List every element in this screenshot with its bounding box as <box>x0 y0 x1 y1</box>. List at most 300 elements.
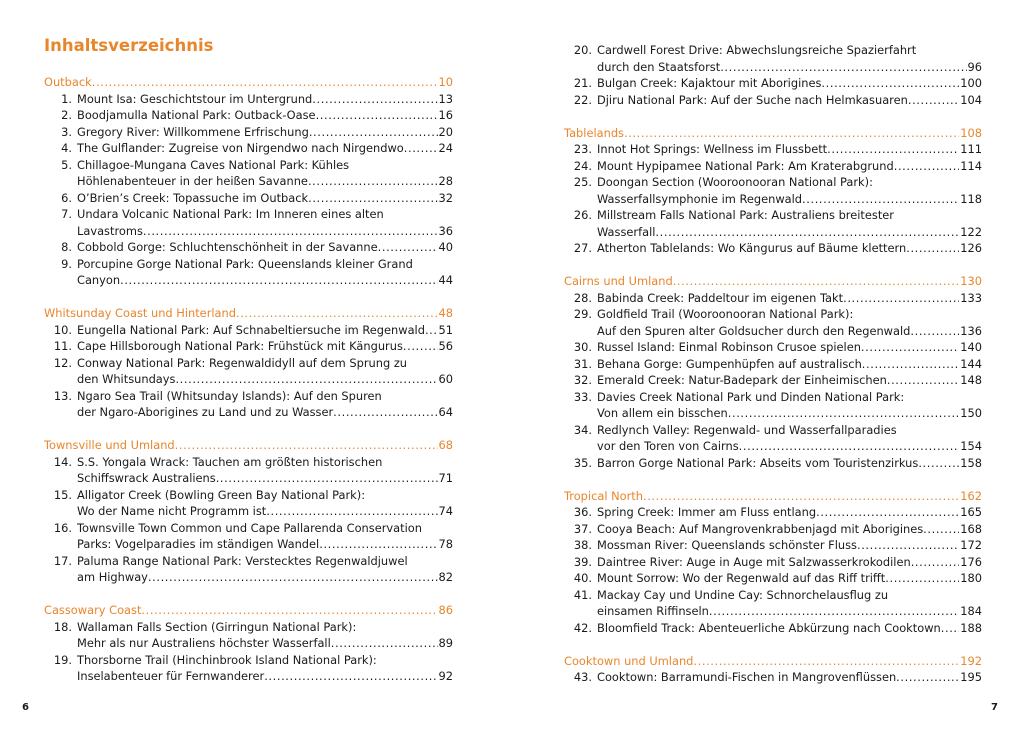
entry-line-text: vor den Toren von Cairns <box>597 439 739 453</box>
dot-leader <box>911 554 960 571</box>
dot-leader <box>816 504 959 521</box>
toc-entry <box>564 42 982 75</box>
toc-entry <box>564 92 982 109</box>
entry-line-text: Bloomfield Track: Abenteuerliche Abkürzung nach Cooktown <box>597 620 941 635</box>
entry-line-text: Auf den Spuren alter Goldsucher durch den Regenwald <box>597 323 911 338</box>
entry-line-text: Höhlenabenteuer in der heißen Savanne <box>77 174 308 188</box>
entry-line-page: 74 <box>438 504 453 518</box>
entry-line <box>597 603 982 620</box>
entry-number: 27. <box>573 241 592 255</box>
toc-entry <box>564 306 982 339</box>
dot-leader <box>906 240 959 257</box>
chapter-line-text: Cassowary Coast <box>44 603 142 617</box>
entry-line-page: 148 <box>960 373 982 387</box>
entry-line-page: 40 <box>438 240 453 254</box>
toc-entry <box>564 75 982 92</box>
entry-line-text: der Ngaro-Aborigines zu Land und zu Wasser <box>77 405 334 419</box>
chapter-line-text: Tropical North <box>564 488 643 503</box>
entry-line <box>77 157 453 174</box>
dot-leader <box>319 536 437 553</box>
entry-line-page: 158 <box>960 455 982 470</box>
entry-line <box>77 124 453 141</box>
entry-number: 8. <box>61 240 72 254</box>
dot-leader <box>333 404 437 421</box>
entry-number: 36. <box>573 505 592 519</box>
entry-line-text: Innot Hot Springs: Wellness im Flussbett <box>597 142 828 156</box>
entry-line <box>77 536 453 553</box>
toc-entry <box>564 521 982 538</box>
toc-entry <box>44 487 453 520</box>
entry-line-page: 13 <box>438 91 453 106</box>
dot-leader <box>655 224 959 241</box>
entry-number: 35. <box>573 455 592 470</box>
entry-line-page: 100 <box>960 76 982 90</box>
entry-line <box>597 669 982 686</box>
entry-line <box>77 239 453 256</box>
entry-line-page: 136 <box>960 323 982 338</box>
entry-number: 42. <box>573 620 592 635</box>
entry-line-page: 96 <box>967 59 982 74</box>
toc-entry <box>44 388 453 421</box>
entry-line-text: Djiru National Park: Auf der Suche nach Helmkasuaren <box>597 92 908 107</box>
entry-number: 24. <box>573 158 592 173</box>
chapter-line <box>44 305 453 322</box>
entry-line-page: 28 <box>438 174 453 188</box>
entry-number: 30. <box>573 340 592 354</box>
entry-number: 6. <box>61 190 72 205</box>
toc-section <box>44 437 453 586</box>
entry-number: 12. <box>53 355 72 370</box>
toc-entry <box>44 107 453 124</box>
entry-line-text: Chillagoe-Mungana Caves National Park: Kühles <box>77 157 350 172</box>
entry-line <box>77 355 453 372</box>
entry-line-page: 126 <box>960 241 982 255</box>
entry-number: 32. <box>573 373 592 387</box>
entry-line-text: Cardwell Forest Drive: Abwechslungsreiche Spazierfahrt <box>597 43 917 57</box>
entry-line-page: 111 <box>960 142 982 156</box>
toc-entry <box>564 537 982 554</box>
entry-line-text: S.S. Yongala Wrack: Tauchen am größten historischen <box>77 454 383 469</box>
entry-line-text: Mount Isa: Geschichtstour im Untergrund <box>77 91 313 106</box>
dot-leader <box>720 59 966 76</box>
toc-entry <box>564 389 982 422</box>
entry-line-text: Millstream Falls National Park: Australiens breitester <box>597 208 894 222</box>
entry-line-text: Wasserfall <box>597 224 656 239</box>
chapter-heading <box>564 488 982 505</box>
right-toc-column <box>564 42 982 702</box>
entry-line <box>597 339 982 356</box>
dot-leader <box>309 124 438 141</box>
entry-line <box>597 290 982 307</box>
chapter-heading <box>44 305 453 322</box>
chapter-line-text: Tablelands <box>564 125 624 140</box>
dot-leader <box>709 603 959 620</box>
left-toc-sections <box>44 74 453 685</box>
dot-leader <box>885 570 959 587</box>
dot-leader <box>308 173 438 190</box>
entry-line <box>597 224 982 241</box>
entry-line <box>77 190 453 207</box>
entry-line-page: 16 <box>438 108 453 122</box>
entry-number: 41. <box>573 587 592 602</box>
entry-line <box>597 92 982 109</box>
entry-line-text: Inselabenteuer für Fernwanderer <box>77 669 265 683</box>
chapter-line-page: 130 <box>960 274 982 288</box>
dot-leader <box>910 323 959 340</box>
entry-line <box>597 372 982 389</box>
entry-line <box>77 635 453 652</box>
chapter-heading <box>564 653 982 670</box>
toc-entry <box>564 339 982 356</box>
entry-number: 31. <box>573 356 592 371</box>
entry-number: 3. <box>61 124 72 139</box>
toc-entry <box>564 207 982 240</box>
toc-entry <box>564 669 982 686</box>
entry-line <box>77 503 453 520</box>
entry-line <box>597 554 982 571</box>
dot-leader <box>923 521 959 538</box>
entry-line-text: Mount Sorrow: Wo der Regenwald auf das Riff trifft <box>597 571 886 585</box>
entry-line-text: Atherton Tablelands: Wo Kängurus auf Bäume klettern <box>597 241 907 255</box>
toc-entry <box>44 520 453 553</box>
toc-section <box>564 125 982 257</box>
entry-line <box>77 371 453 388</box>
entry-line <box>77 272 453 289</box>
entry-number: 10. <box>53 322 72 337</box>
entry-line-page: 78 <box>438 537 453 551</box>
right-page <box>510 0 1020 732</box>
left-toc-column <box>44 34 453 701</box>
entry-line <box>597 620 982 637</box>
entry-line-text: Lavastroms <box>77 223 143 238</box>
toc-entry <box>44 338 453 355</box>
entry-line-text: Davies Creek National Park und Dinden National Park: <box>597 389 905 404</box>
dot-leader <box>728 405 960 422</box>
page-number-right: 7 <box>991 702 998 713</box>
chapter-line-page: 162 <box>960 488 982 503</box>
chapter-line <box>564 125 982 142</box>
entry-line-page: 104 <box>960 92 982 107</box>
entry-line-text: Mehr als nur Australiens höchster Wasserfall <box>77 636 331 650</box>
entry-line <box>597 521 982 538</box>
entry-line <box>597 207 982 224</box>
entry-line <box>77 322 453 339</box>
entry-number: 5. <box>61 157 72 172</box>
entry-line-page: 56 <box>438 339 453 353</box>
dot-leader <box>92 74 438 91</box>
toc-entry <box>564 455 982 472</box>
toc-entry <box>564 158 982 175</box>
entry-line-text: Conway National Park: Regenwaldidyll auf dem Sprung zu <box>77 355 408 370</box>
dot-leader <box>739 438 960 455</box>
entry-line-page: 180 <box>960 571 982 585</box>
entry-line-text: Behana Gorge: Gumpenhüpfen auf australisch <box>597 356 862 371</box>
toc-entry <box>44 91 453 108</box>
entry-line <box>77 454 453 471</box>
entry-line <box>77 553 453 570</box>
entry-number: 18. <box>53 619 72 634</box>
entry-line-text: Wasserfallsymphonie im Regenwald <box>597 191 803 206</box>
toc-entry <box>44 124 453 141</box>
entry-line-text: Townsville Town Common und Cape Pallarenda Conservation <box>77 520 422 535</box>
entry-line <box>597 240 982 257</box>
entry-line-text: Emerald Creek: Natur-Badepark der Einheimischen <box>597 373 887 387</box>
chapter-line-page: 48 <box>438 306 453 320</box>
chapter-line-page: 108 <box>960 125 982 140</box>
toc-entry <box>44 355 453 388</box>
entry-line <box>597 389 982 406</box>
entry-line <box>597 587 982 604</box>
chapter-line <box>564 273 982 290</box>
toc-section <box>44 74 453 289</box>
entry-number: 4. <box>61 141 72 155</box>
chapter-line-page: 10 <box>438 75 453 89</box>
entry-line-text: durch den Staatsforst <box>597 59 721 74</box>
dot-leader <box>143 223 438 240</box>
page-title: Inhaltsverzeichnis <box>44 36 214 55</box>
entry-number: 28. <box>573 290 592 305</box>
entry-line-page: 51 <box>438 322 453 337</box>
entry-line <box>597 75 982 92</box>
toc-entry <box>564 240 982 257</box>
toc-section-continued <box>564 42 982 108</box>
dot-leader <box>887 372 959 389</box>
entry-line <box>597 455 982 472</box>
chapter-heading <box>44 437 453 454</box>
entry-line-page: 82 <box>438 570 453 584</box>
dot-leader <box>148 569 438 586</box>
entry-number: 33. <box>573 389 592 404</box>
entry-number: 26. <box>573 208 592 222</box>
toc-entry <box>44 553 453 586</box>
dot-leader <box>331 635 438 652</box>
entry-line-page: 64 <box>438 405 453 419</box>
entry-number: 14. <box>53 454 72 469</box>
dot-leader <box>236 305 438 322</box>
entry-line <box>597 504 982 521</box>
entry-line-text: Parks: Vogelparadies im ständigen Wandel <box>77 537 320 551</box>
chapter-line-text: Cooktown und Umland <box>564 653 694 668</box>
toc-entry <box>564 356 982 373</box>
toc-entry <box>44 140 453 157</box>
entry-line-text: Wallaman Falls Section (Girringun National Park): <box>77 619 357 634</box>
chapter-line <box>564 653 982 670</box>
chapter-line-text: Whitsunday Coast und Hinterland <box>44 306 236 320</box>
chapter-line-page: 68 <box>438 438 453 452</box>
toc-entry <box>44 619 453 652</box>
entry-number: 43. <box>573 670 592 684</box>
entry-number: 17. <box>53 553 72 568</box>
entry-line-page: 172 <box>960 538 982 552</box>
toc-section <box>564 653 982 686</box>
dot-leader <box>141 602 437 619</box>
dot-leader <box>857 537 959 554</box>
entry-line-page: 122 <box>960 224 982 239</box>
entry-line-text: Cobbold Gorge: Schluchtenschönheit in der Savanne <box>77 240 378 254</box>
entry-number: 23. <box>573 142 592 156</box>
dot-leader <box>821 75 959 92</box>
entry-line <box>77 140 453 157</box>
entry-line <box>77 91 453 108</box>
entry-line-text: The Gulflander: Zugreise von Nirgendwo nach Nirgendwo <box>77 141 404 155</box>
entry-line-page: 71 <box>438 471 453 485</box>
entry-line <box>77 668 453 685</box>
entry-line-text: Undara Volcanic National Park: Im Inneren eines alten <box>77 207 384 221</box>
entry-number: 2. <box>61 108 72 122</box>
dot-leader <box>403 338 438 355</box>
entry-line <box>597 306 982 323</box>
entry-line-page: 195 <box>960 670 982 684</box>
toc-section <box>44 602 453 685</box>
entry-line-text: Alligator Creek (Bowling Green Bay National Park): <box>77 487 366 502</box>
dot-leader <box>896 669 959 686</box>
entry-line-text: Mackay Cay und Undine Cay: Schnorchelausflug zu <box>597 587 889 602</box>
toc-section <box>564 273 982 471</box>
entry-line <box>597 438 982 455</box>
entry-number: 7. <box>61 207 72 221</box>
entry-line <box>597 405 982 422</box>
entry-line-page: 176 <box>960 554 982 569</box>
dot-leader <box>918 455 959 472</box>
dot-leader <box>120 272 437 289</box>
entry-line <box>597 141 982 158</box>
entry-line-text: Spring Creek: Immer am Fluss entlang <box>597 505 817 519</box>
entry-line <box>77 652 453 669</box>
dot-leader <box>643 488 959 505</box>
toc-entry <box>564 620 982 637</box>
chapter-line-page: 192 <box>960 653 982 668</box>
toc-entry <box>44 256 453 289</box>
dot-leader <box>894 158 960 175</box>
chapter-line-text: Outback <box>44 75 92 89</box>
dot-leader <box>693 653 959 670</box>
entry-line-page: 133 <box>960 290 982 305</box>
dot-leader <box>861 339 959 356</box>
entry-line-text: Canyon <box>77 273 121 287</box>
dot-leader <box>378 239 438 256</box>
chapter-line <box>44 437 453 454</box>
entry-line-page: 92 <box>438 669 453 683</box>
dot-leader <box>316 107 438 124</box>
entry-line-text: Eungella National Park: Auf Schnabeltiersuche im Regenwald <box>77 322 425 337</box>
entry-line-page: 114 <box>960 158 982 173</box>
entry-line-text: Babinda Creek: Paddeltour im eigenen Takt <box>597 290 844 305</box>
toc-entry <box>564 554 982 571</box>
dot-leader <box>404 140 438 157</box>
entry-line-page: 144 <box>960 356 982 371</box>
entry-line <box>77 107 453 124</box>
dot-leader <box>843 290 959 307</box>
entry-line <box>597 570 982 587</box>
entry-line-text: Cooktown: Barramundi-Fischen in Mangrovenflüssen <box>597 670 897 684</box>
entry-line-page: 184 <box>960 604 982 618</box>
entry-line <box>597 59 982 76</box>
toc-entry <box>44 454 453 487</box>
toc-entry <box>44 652 453 685</box>
entry-line <box>77 404 453 421</box>
entry-line-page: 20 <box>438 124 453 139</box>
entry-line-text: Thorsborne Trail (Hinchinbrook Island National Park): <box>77 652 377 667</box>
dot-leader <box>312 91 437 108</box>
entry-line-text: Boodjamulla National Park: Outback-Oase <box>77 108 316 122</box>
entry-number: 40. <box>573 571 592 585</box>
entry-line-page: 118 <box>960 191 982 206</box>
entry-number: 34. <box>573 422 592 437</box>
toc-entry <box>44 190 453 207</box>
entry-line-page: 168 <box>960 521 982 536</box>
entry-line <box>77 619 453 636</box>
entry-number: 20. <box>573 43 592 57</box>
chapter-heading <box>564 125 982 142</box>
dot-leader <box>264 668 437 685</box>
entry-line <box>77 206 453 223</box>
dot-leader <box>425 322 438 339</box>
entry-line-text: O’Brien’s Creek: Topassuche im Outback <box>77 190 309 205</box>
entry-number: 19. <box>53 652 72 667</box>
toc-entry <box>564 587 982 620</box>
toc-entry <box>564 174 982 207</box>
entry-line-page: 89 <box>438 636 453 650</box>
entry-line <box>597 537 982 554</box>
dot-leader <box>266 503 437 520</box>
entry-number: 13. <box>53 388 72 403</box>
entry-line-text: Wo der Name nicht Programm ist <box>77 504 267 518</box>
entry-line <box>77 470 453 487</box>
entry-number: 9. <box>61 256 72 271</box>
entry-number: 1. <box>61 91 72 106</box>
entry-number: 21. <box>573 76 592 90</box>
entry-line-text: Doongan Section (Wooroonooran National Park): <box>597 175 873 189</box>
entry-line <box>77 338 453 355</box>
entry-line-page: 140 <box>960 340 982 354</box>
entry-number: 29. <box>573 307 592 321</box>
entry-line-text: Barron Gorge National Park: Abseits vom Touristenzirkus <box>597 455 919 470</box>
entry-line-text: Mount Hypipamee National Park: Am Kraterabgrund <box>597 158 894 173</box>
entry-line-page: 150 <box>960 406 982 420</box>
entry-line-page: 32 <box>438 190 453 205</box>
toc-entry <box>564 290 982 307</box>
entry-number: 22. <box>573 92 592 107</box>
entry-line-text: Daintree River: Auge in Auge mit Salzwasserkrokodilen <box>597 554 911 569</box>
entry-line <box>597 174 982 191</box>
entry-line <box>597 158 982 175</box>
dot-leader <box>802 191 959 208</box>
entry-number: 38. <box>573 538 592 552</box>
entry-number: 15. <box>53 487 72 502</box>
entry-line-page: 165 <box>960 505 982 519</box>
entry-number: 16. <box>53 520 72 535</box>
entry-line <box>597 323 982 340</box>
entry-line <box>77 520 453 537</box>
entry-line-text: Von allem ein bisschen <box>597 406 728 420</box>
chapter-line <box>564 488 982 505</box>
chapter-line-text: Townsville und Umland <box>44 438 175 452</box>
dot-leader <box>862 356 959 373</box>
entry-line-text: Porcupine Gorge National Park: Queenslands kleiner Grand <box>77 256 413 271</box>
entry-line <box>77 173 453 190</box>
entry-line-text: am Highway <box>77 570 148 584</box>
entry-line-text: Russel Island: Einmal Robinson Crusoe spielen <box>597 340 861 354</box>
entry-line-text: Ngaro Sea Trail (Whitsunday Islands): Auf den Spuren <box>77 388 382 403</box>
entry-line-page: 44 <box>438 273 453 287</box>
entry-line-text: einsamen Riffinseln <box>597 604 709 618</box>
toc-section <box>564 488 982 637</box>
toc-entry <box>564 422 982 455</box>
toc-entry <box>564 372 982 389</box>
entry-number: 11. <box>53 339 72 353</box>
chapter-line <box>44 74 453 91</box>
dot-leader <box>216 470 438 487</box>
